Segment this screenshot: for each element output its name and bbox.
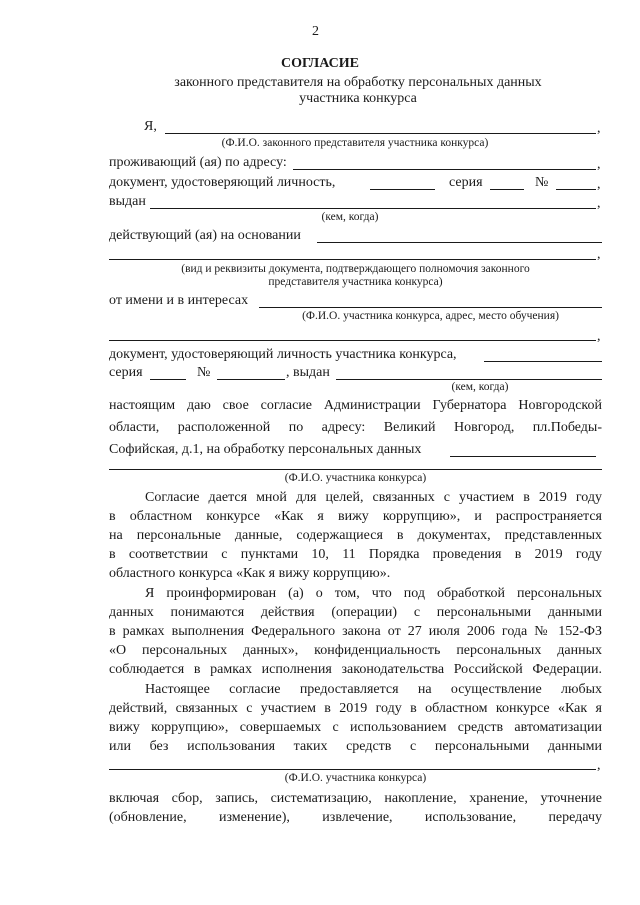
series-label: серия [449, 175, 483, 190]
paragraph-1-line: в соответствии с пунктами 10, 11 Порядка проведения в 2019 году [109, 547, 602, 562]
paragraph-1-line: на персональные данные, содержащиеся в документах, представленных [109, 528, 602, 543]
paragraph-3-line: или без использования таких средств с персональными данными [109, 739, 602, 754]
participant-document-label: документ, удостоверяющий личность участника конкурса, [109, 347, 457, 362]
paragraph-1-line: в областном конкурсе «Как я вижу коррупцию», и распространяется [109, 509, 602, 524]
note-document-details-1: (вид и реквизиты документа, подтверждающего полномочия законного [181, 263, 530, 275]
consent-participant-line-2[interactable] [109, 469, 602, 470]
comma: , [597, 247, 601, 262]
issued-line[interactable] [150, 208, 596, 209]
document-subtitle-line-2: участника конкурса [299, 91, 417, 106]
comma: , [597, 177, 601, 192]
comma: , [597, 196, 601, 211]
consent-participant-line[interactable] [450, 456, 596, 457]
series-line-2[interactable] [150, 379, 186, 380]
issued-line-2[interactable] [336, 379, 602, 380]
document-label: документ, удостоверяющий личность, [109, 175, 336, 190]
personal-data-participant-line[interactable] [109, 769, 596, 770]
issued-label: выдан [109, 194, 146, 209]
number-label: № [535, 175, 549, 190]
document-type-line[interactable] [370, 189, 435, 190]
on-behalf-line[interactable] [259, 307, 602, 308]
note-issued-by-when-2: (кем, когда) [451, 381, 509, 393]
document-subtitle-line-1: законного представителя на обработку персональных данных [174, 75, 542, 90]
ya-label: Я, [144, 119, 157, 134]
note-fio-participant: (Ф.И.О. участника конкурса) [284, 472, 427, 484]
paragraph-1-line: областного конкурса «Как я вижу коррупцию». [109, 566, 391, 581]
address-line[interactable] [293, 169, 596, 170]
paragraph-3-line: действий, связанных с участием в 2019 году в областном конкурсе «Как я [109, 701, 602, 716]
paragraph-2-line: «О персональных данных», конфиденциальность персональных данных [109, 643, 602, 658]
page-number: 2 [312, 24, 319, 39]
note-fio-representative: (Ф.И.О. законного представителя участника конкурса) [221, 137, 489, 149]
participant-document-line[interactable] [484, 361, 602, 362]
paragraph-3-line: вижу коррупцию», совершаемых с использованием средств автоматизации [109, 720, 602, 735]
series-line[interactable] [490, 189, 524, 190]
address-label: проживающий (ая) по адресу: [109, 155, 287, 170]
paragraph-2-line: Я проинформирован (а) о том, что под обработкой персональных [145, 586, 602, 601]
acting-basis-label: действующий (ая) на основании [109, 228, 301, 243]
comma: , [597, 121, 601, 136]
document-title: СОГЛАСИЕ [281, 56, 359, 71]
on-behalf-line-2[interactable] [109, 340, 596, 341]
final-line: включая сбор, запись, систематизацию, накопление, хранение, уточнение [109, 791, 602, 806]
number-line[interactable] [556, 189, 596, 190]
series-label-2: серия [109, 365, 143, 380]
number-label-2: № [197, 365, 211, 380]
final-line: (обновление, изменение), извлечение, использование, передачу [109, 810, 602, 825]
paragraph-3-line: Настоящее согласие предоставляется на осуществление любых [145, 682, 602, 697]
consent-line: настоящим даю свое согласие Администрации Губернатора Новгородской [109, 398, 602, 413]
consent-line: области, расположенной по адресу: Великий Новгород, пл.Победы- [109, 420, 602, 435]
note-fio-participant-3: (Ф.И.О. участника конкурса) [284, 772, 427, 784]
note-document-details-2: представителя участника конкурса) [268, 276, 443, 288]
note-fio-participant-full: (Ф.И.О. участника конкурса, адрес, место обучения) [302, 310, 559, 322]
paragraph-2-line: данных понимаются действия (операции) с персональными данными [109, 605, 602, 620]
comma: , [597, 157, 601, 172]
note-issued-by-when: (кем, когда) [321, 211, 379, 223]
on-behalf-label: от имени и в интересах [109, 293, 249, 308]
consent-line: Софийская, д.1, на обработку персональных данных [109, 442, 422, 457]
paragraph-2-line: в рамках выполнения Федерального закона от 27 июля 2006 года № 152-ФЗ [109, 624, 602, 639]
acting-basis-line-2[interactable] [109, 259, 596, 260]
fio-rep-line[interactable] [165, 133, 596, 134]
paragraph-1-line: Согласие дается мной для целей, связанных с участием в 2019 году [145, 490, 602, 505]
number-line-2[interactable] [217, 379, 285, 380]
comma: , [597, 329, 601, 344]
comma: , [597, 758, 601, 773]
acting-basis-line[interactable] [317, 242, 602, 243]
paragraph-2-line: соблюдается в рамках исполнения законодательства Российской Федерации. [109, 662, 602, 677]
issued-label-2: , выдан [286, 365, 330, 380]
